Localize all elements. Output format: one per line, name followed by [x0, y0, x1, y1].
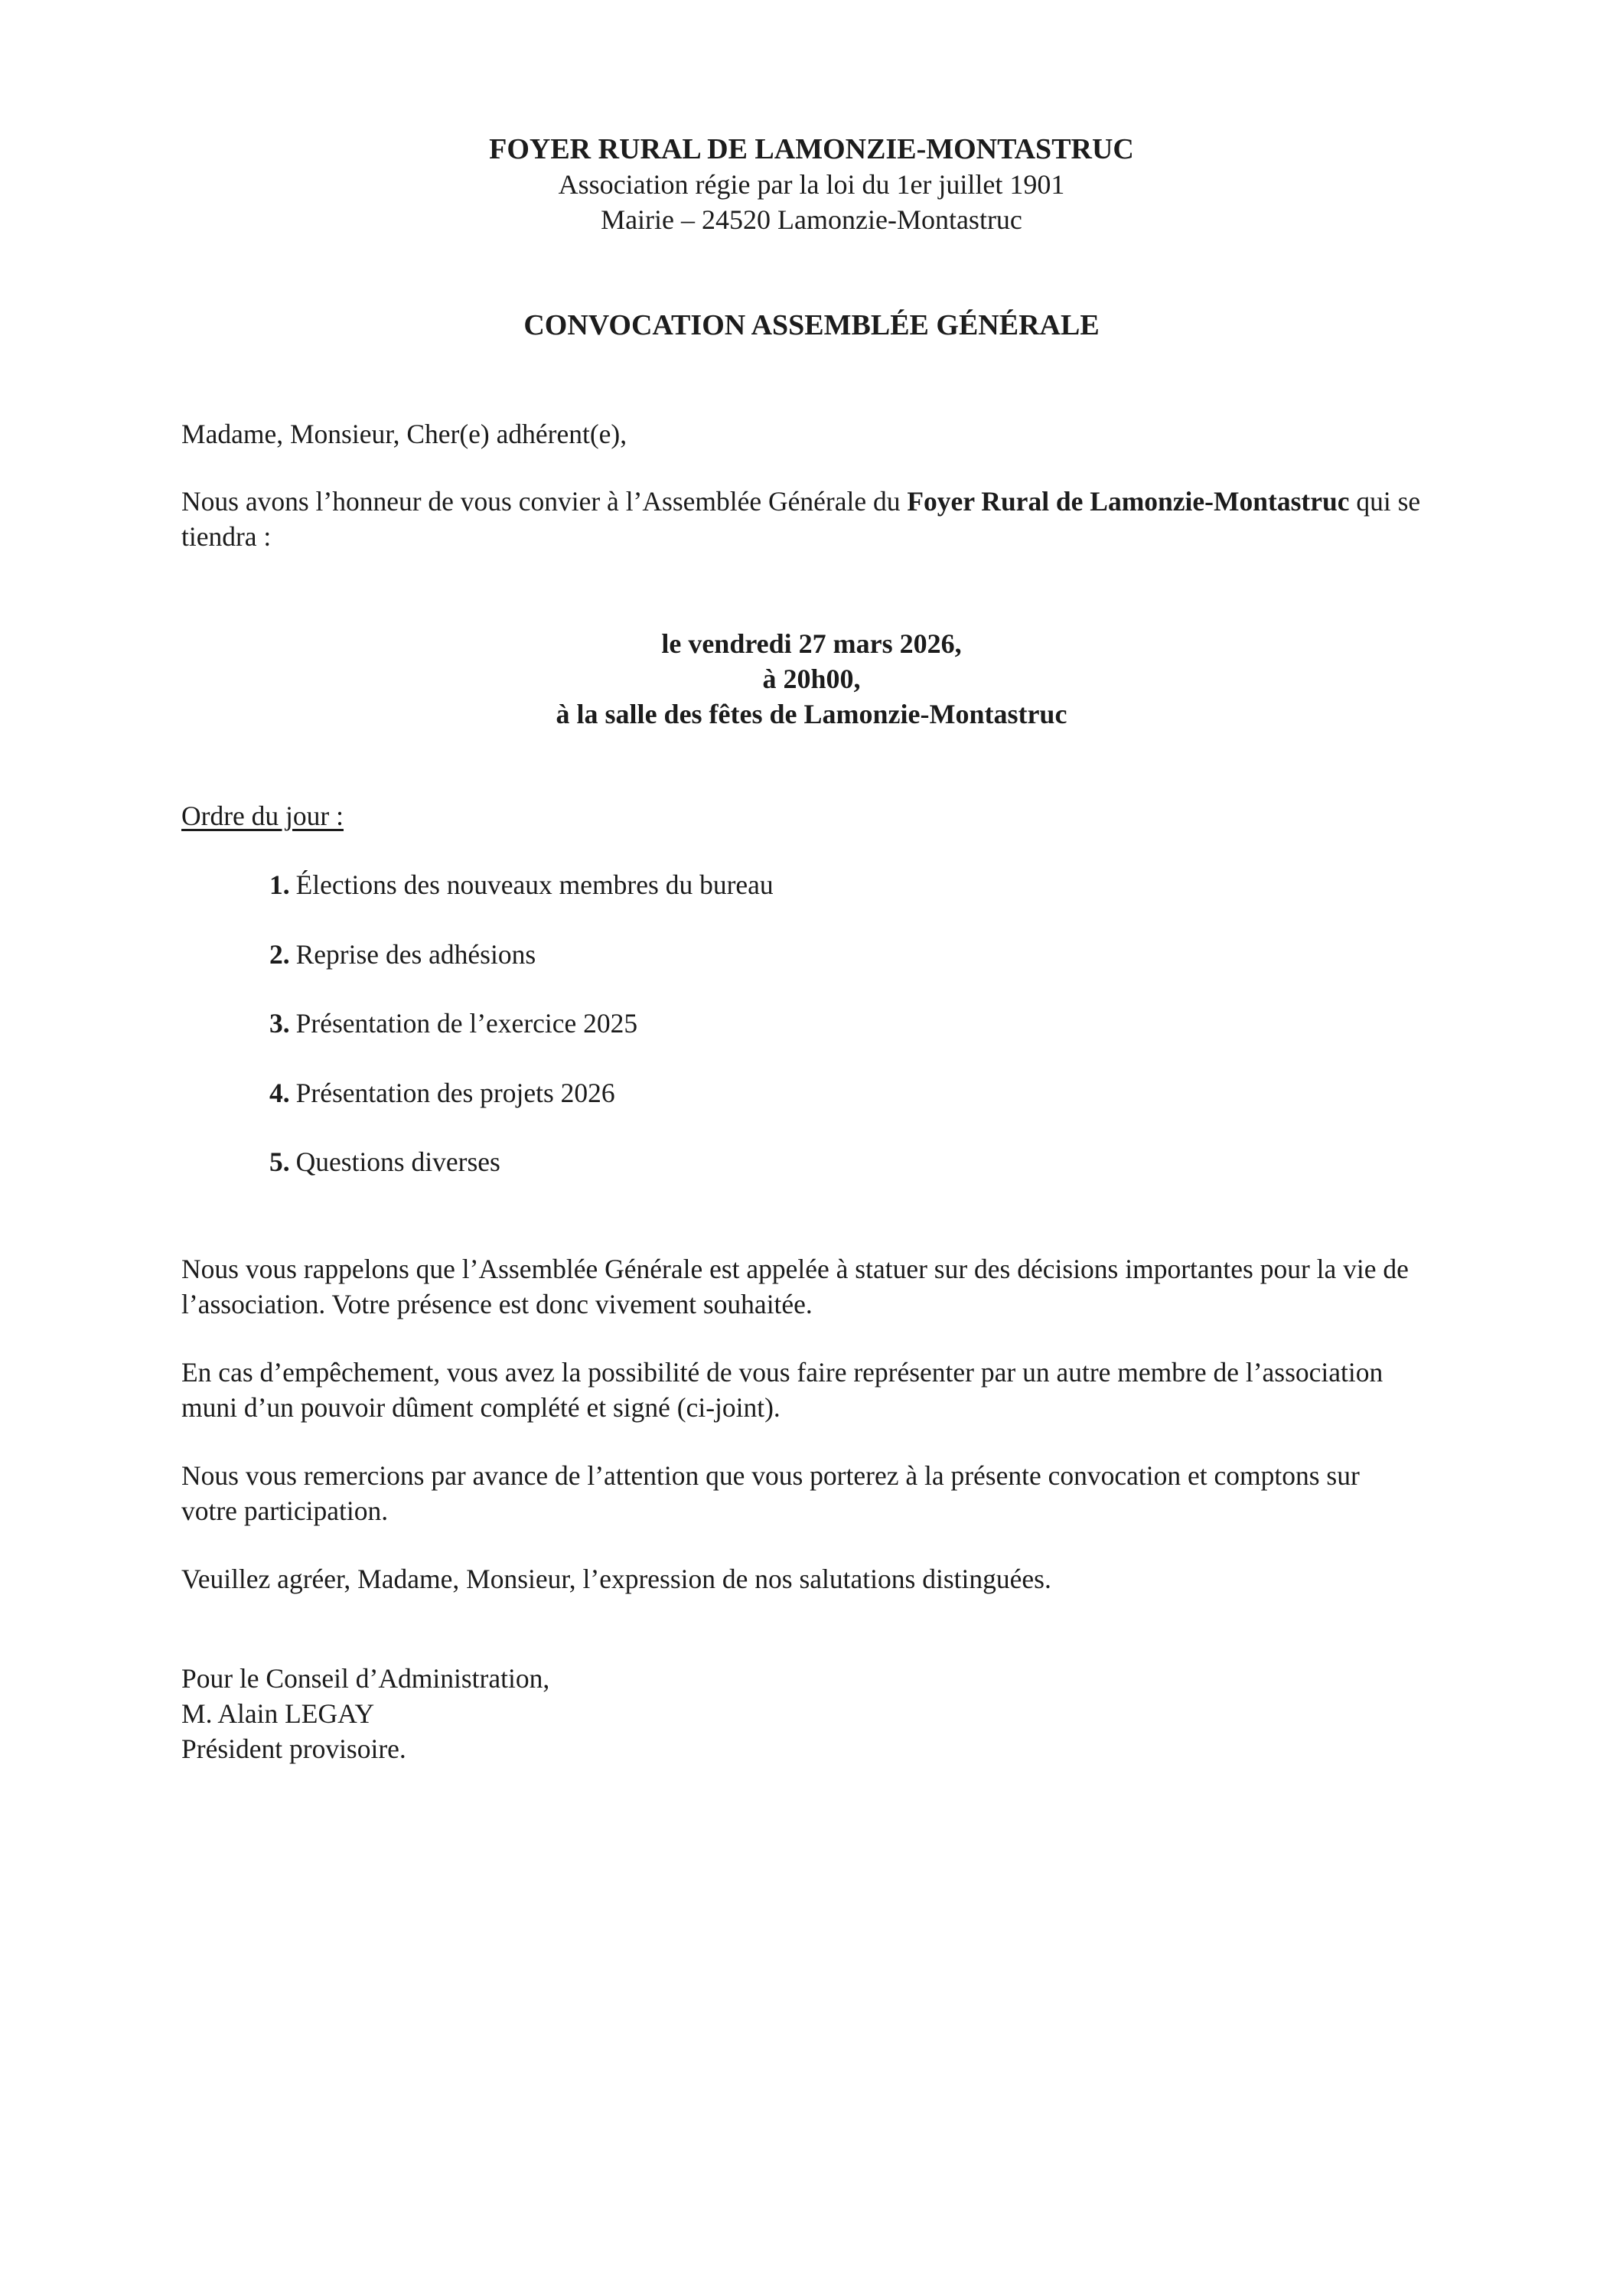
intro-paragraph	[181, 484, 1421, 554]
meeting-date: le vendredi 27 mars 2026,	[661, 628, 962, 659]
intro-text-after: qui se tiendra :	[181, 486, 1421, 552]
closing-paragraph: Veuillez agréer, Madame, Monsieur, l’expression de nos salutations distinguées.	[181, 1564, 1051, 1594]
agenda-item-text: Reprise des adhésions	[295, 938, 536, 970]
agenda-item	[269, 1144, 774, 1214]
agenda-item-number: 2.	[269, 938, 290, 970]
agenda-item	[269, 1075, 774, 1145]
agenda-item-text: Présentation des projets 2026	[295, 1077, 615, 1108]
meeting-time: à 20h00,	[762, 664, 861, 694]
signature-block	[181, 1661, 549, 1766]
intro-organization-name: Foyer Rural de Lamonzie-Montastruc	[907, 486, 1350, 517]
agenda-item	[269, 867, 774, 937]
agenda-item	[269, 937, 774, 1006]
intro-text-before: Nous avons l’honneur de vous convier à l’Assemblée Générale du	[181, 486, 908, 517]
agenda-title: Ordre du jour :	[181, 801, 344, 831]
signature-on-behalf: Pour le Conseil d’Administration,	[181, 1663, 550, 1694]
meeting-details	[0, 626, 1623, 732]
meeting-place: à la salle des fêtes de Lamonzie-Montastruc	[556, 699, 1067, 729]
address: Mairie – 24520 Lamonzie-Montastruc	[601, 204, 1022, 235]
greeting: Madame, Monsieur, Cher(e) adhérent(e),	[181, 419, 627, 449]
proxy-paragraph: En cas d’empêchement, vous avez la possibilité de vous faire représenter par un autre membre de l’association muni d’un pouvoir dûment complété et signé (ci-joint).	[181, 1357, 1383, 1423]
agenda-item-number: 3.	[269, 1008, 290, 1039]
document-title: CONVOCATION ASSEMBLÉE GÉNÉRALE	[523, 309, 1100, 341]
signature-name: M. Alain LEGAY	[181, 1698, 375, 1729]
agenda-item-text: Présentation de l’exercice 2025	[295, 1008, 638, 1039]
legal-status: Association régie par la loi du 1er juillet 1901	[558, 169, 1065, 200]
agenda-item-number: 4.	[269, 1077, 290, 1108]
agenda-item-number: 5.	[269, 1146, 290, 1177]
reminder-paragraph: Nous vous rappelons que l’Assemblée Générale est appelée à statuer sur des décisions importantes pour la vie de l’association. Votre présence est donc vivement souhaitée.	[181, 1254, 1409, 1319]
agenda-item-text: Élections des nouveaux membres du bureau	[295, 869, 774, 900]
agenda-item-number: 1.	[269, 869, 290, 900]
letterhead	[0, 132, 1623, 237]
organization-name: FOYER RURAL DE LAMONZIE-MONTASTRUC	[489, 133, 1134, 165]
thanks-paragraph: Nous vous remercions par avance de l’attention que vous porterez à la présente convocation et comptons sur votre participation.	[181, 1460, 1360, 1526]
agenda-item	[269, 1006, 774, 1075]
agenda-item-text: Questions diverses	[295, 1146, 500, 1177]
agenda-list	[269, 867, 774, 1214]
signature-role: Président provisoire.	[181, 1733, 406, 1764]
